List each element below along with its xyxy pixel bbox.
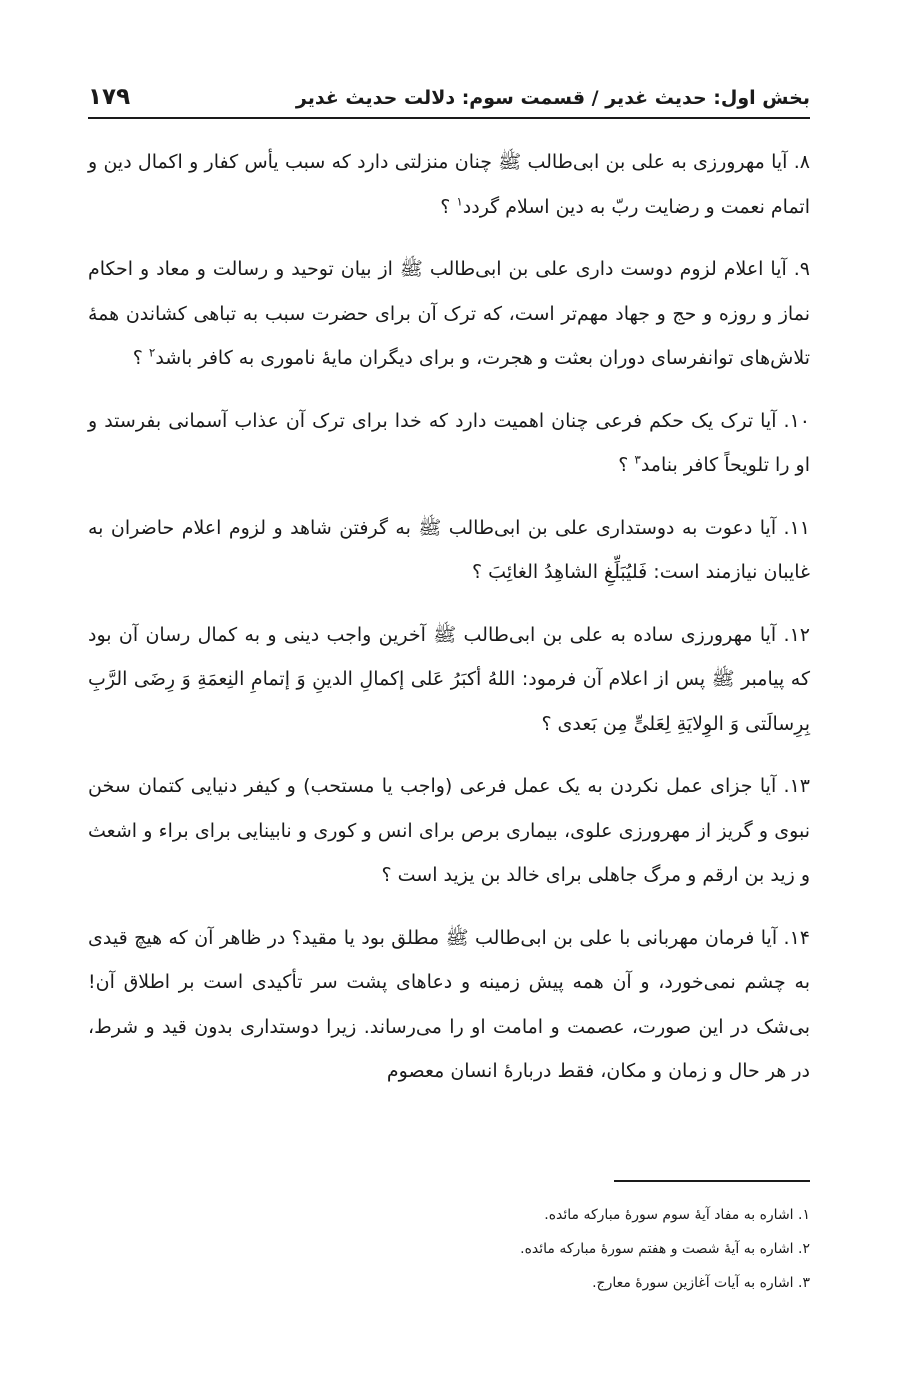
paragraph-12: ۱۲. آیا مهرورزی ساده به علی بن ابی‌طالب ﷺ آخرین واجب دینی و به کمال رسان آن بود که پیامبر ﷺ پس از اعلام آن فرمود: اللهُ أکبَرُ عَلی إکمالِ الدینِ وَ إتمامِ النِعمَةِ وَ رِضَی الرَّبِ بِرِسالَتی وَ الوِلایَةِ لِعَلیٍّ مِن بَعدی ؟ xyxy=(88,623,810,735)
paragraph-10: ۱۰. آیا ترک یک حکم فرعی چنان اهمیت دارد که خدا برای ترک آن عذاب آسمانی بفرستد و او را تلویحاً کافر بنامد$^۳$ ؟ xyxy=(88,409,810,476)
footnote-2: ۲. اشاره به آیهٔ شصت و هفتم سورهٔ مبارکه مائده. xyxy=(520,1241,810,1257)
footnote-rule xyxy=(614,1180,810,1182)
footnotes xyxy=(88,1198,810,1300)
page-header xyxy=(88,66,810,110)
footnote-3: ۳. اشاره به آیات آغازین سورهٔ معارج. xyxy=(592,1275,810,1291)
footnote-1: ۱. اشاره به مفاد آیهٔ سوم سورهٔ مبارکه مائده. xyxy=(544,1207,810,1223)
paragraph-11: ۱۱. آیا دعوت به دوستداری علی بن ابی‌طالب ﷺ به گرفتن شاهد و لزوم اعلام حاضران به غایبان نیازمند است: فَلیُبَلِّغِ الشاهِدُ الغائِبَ ؟ xyxy=(88,516,810,583)
header-rule xyxy=(88,117,810,119)
running-head: بخش اول: حدیث غدیر / قسمت سوم: دلالت حدیث غدیر xyxy=(295,87,810,110)
footnote-ref-1[interactable]: ۱ xyxy=(456,194,463,209)
footnote-ref-3[interactable]: ۳ xyxy=(634,452,641,467)
paragraph-8: ۸. آیا مهرورزی به علی بن ابی‌طالب ﷺ چنان منزلتی دارد که سبب یأس کفار و اکمال دین و اتمام نعمت و رضایت ربّ به دین اسلام گردد$^۱$ ؟ xyxy=(88,151,810,218)
body-text xyxy=(88,140,810,1112)
page-number: ۱۷۹ xyxy=(88,84,131,110)
paragraph-14: ۱۴. آیا فرمان مهربانی با علی بن ابی‌طالب ﷺ مطلق بود یا مقید؟ در ظاهر آن که هیچ قیدی به چشم نمی‌خورد، و آن همه پیش زمینه و دعاهای پشت سر تأکیدی است بر اطلاق آن! بی‌شک در این صورت، عصمت و امامت او را می‌رساند. زیرا دوستداری بدون قید و شرط، در هر حال و زمان و مکان، فقط دربارهٔ انسان معصوم xyxy=(88,926,810,1082)
paragraph-13: ۱۳. آیا جزای عمل نکردن به یک عمل فرعی (واجب یا مستحب) و کیفر دنیایی کتمان سخن نبوی و گریز از مهرورزی علوی، بیماری برص برای انس و کوری و نابینایی برای براء و اشعث و زید بن ارقم و مرگ جاهلی برای خالد بن یزید است ؟ xyxy=(88,775,810,886)
book-page xyxy=(88,0,810,1390)
footnote-ref-2[interactable]: ۲ xyxy=(148,345,156,360)
paragraph-9: ۹. آیا اعلام لزوم دوست داری علی بن ابی‌طالب ﷺ از بیان توحید و رسالت و معاد و احکام نماز و روزه و حج و جهاد مهم‌تر است، که ترک آن برای حضرت سبب به تباهی کشاندن همهٔ تلاش‌های توانفرسای دوران بعثت و هجرت، و برای دیگران مایهٔ ناموری به کافر باشد$^۲$ ؟ xyxy=(88,258,810,369)
